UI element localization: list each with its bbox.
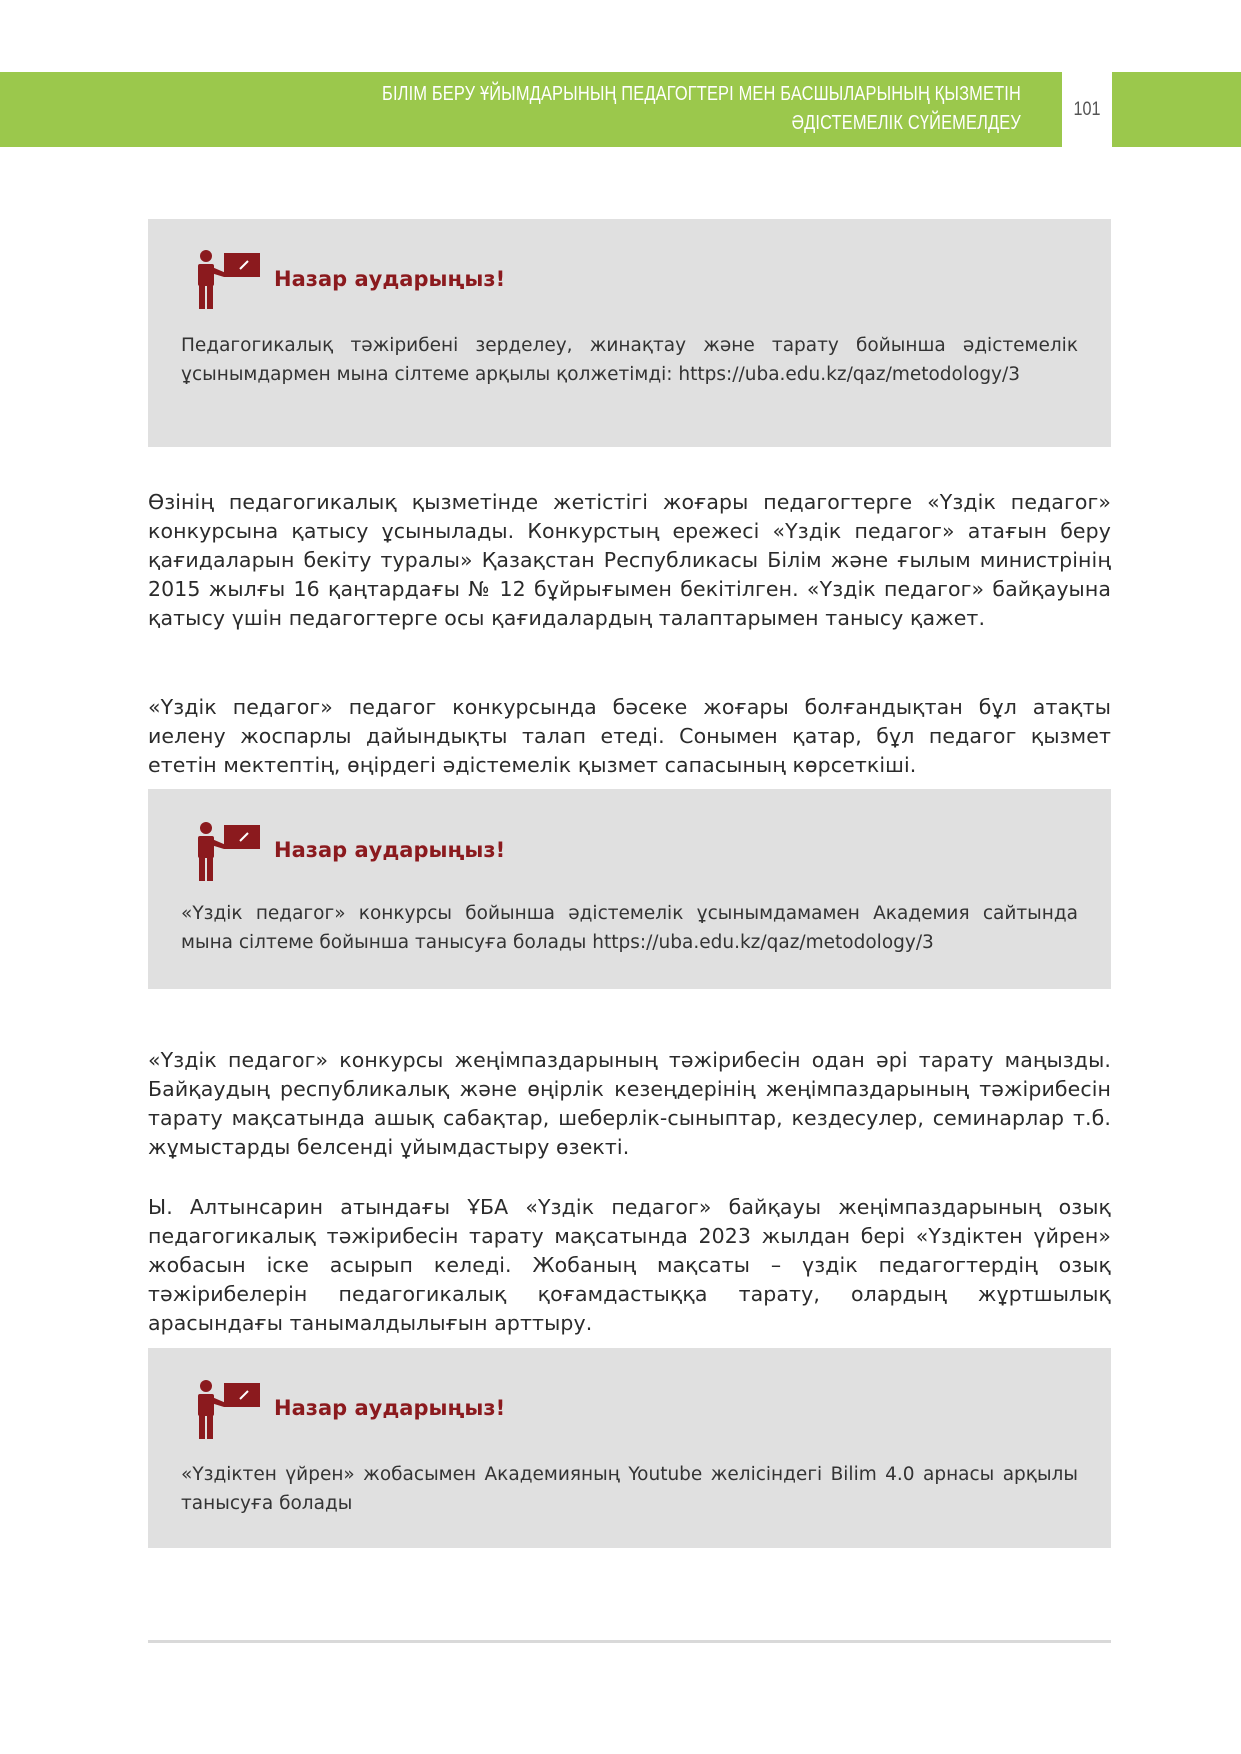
callout-title: Назар аударыңыз! (274, 1396, 506, 1420)
header-band-right (1112, 72, 1241, 147)
running-header (365, 80, 1021, 138)
body-paragraph: Ы. Алтынсарин атындағы ҰБА «Үздік педагог» байқауы жеңімпаздарының озық педагогикалық тәжірибесін тарату мақсатында 2023 жылдан бері «Үздіктен үйрен» жобасын іске асырып келеді. Жобаның мақсаты – үздік педагогтердің озық тәжірибелерін педагогикалық қоғамдастыққа тарату, олардың жұртшылық арасындағы танымалдылығын арттыру. (148, 1195, 1111, 1335)
teacher-at-board-icon (196, 249, 260, 311)
callout-title: Назар аударыңыз! (274, 267, 506, 291)
body-paragraph: «Үздік педагог» педагог конкурсында бәсеке жоғары болғандықтан бұл атақты иелену жоспарлы дайындықты талап етеді. Сонымен қатар, бұл педагог қызмет ететін мектептің, өңірдегі әдістемелік қызмет сапасының көрсеткіші. (148, 695, 1111, 777)
teacher-at-board-icon (196, 1379, 260, 1441)
body-paragraph: Өзінің педагогикалық қызметінде жетістігі жоғары педагогтерге «Үздік педагог» конкурсына қатысу ұсынылады. Конкурстың ережесі «Үздік педагог» атағын беру қағидаларын бекіту туралы» Қазақстан Республикасы Білім және ғылым министрінің 2015 жылғы 16 қаңтардағы № 12 бұйрығымен бекітілген. «Үздік педагог» байқауына қатысу үшін педагогтерге осы қағидалардың талаптарымен танысу қажет. (148, 490, 1111, 630)
attention-callout (148, 219, 1111, 447)
page-number: 101 (1073, 98, 1101, 120)
running-header-line1: БІЛІМ БЕРУ ҰЙЫМДАРЫНЫҢ ПЕДАГОГТЕРІ МЕН БАСШЫЛАРЫНЫҢ ҚЫЗМЕТІН (382, 83, 1021, 105)
teacher-at-board-icon (196, 821, 260, 883)
attention-callout (148, 789, 1111, 989)
callout-text: Педагогикалық тәжірибені зерделеу, жинақтау және тарату бойынша әдістемелік ұсынымдармен мына сілтеме арқылы қолжетімді: https://uba.edu.kz/qaz/metodology/3 (181, 335, 1078, 385)
callout-text: «Үздіктен үйрен» жобасымен Академияның Youtube желісіндегі Bilim 4.0 арнасы арқылы танысуға болады (181, 1464, 1078, 1514)
callout-text: «Үздік педагог» конкурсы бойынша әдістемелік ұсынымдамамен Академия сайтында мына сілтеме бойынша танысуға болады https://uba.edu.kz/qaz/metodology/3 (181, 903, 1078, 953)
callout-title: Назар аударыңыз! (274, 838, 506, 862)
running-header-line2: ӘДІСТЕМЕЛІК СҮЙЕМЕЛДЕУ (791, 112, 1021, 134)
attention-callout (148, 1348, 1111, 1548)
footer-divider (148, 1640, 1111, 1643)
body-paragraph: «Үздік педагог» конкурсы жеңімпаздарының тәжірибесін одан әрі тарату маңызды. Байқаудың республикалық және өңірлік кезеңдерінің жеңімпаздарының тәжірибесін тарату мақсатында ашық сабақтар, шеберлік-сыныптар, кездесулер, семинарлар т.б. жұмыстарды белсенді ұйымдастыру өзекті. (148, 1048, 1111, 1159)
